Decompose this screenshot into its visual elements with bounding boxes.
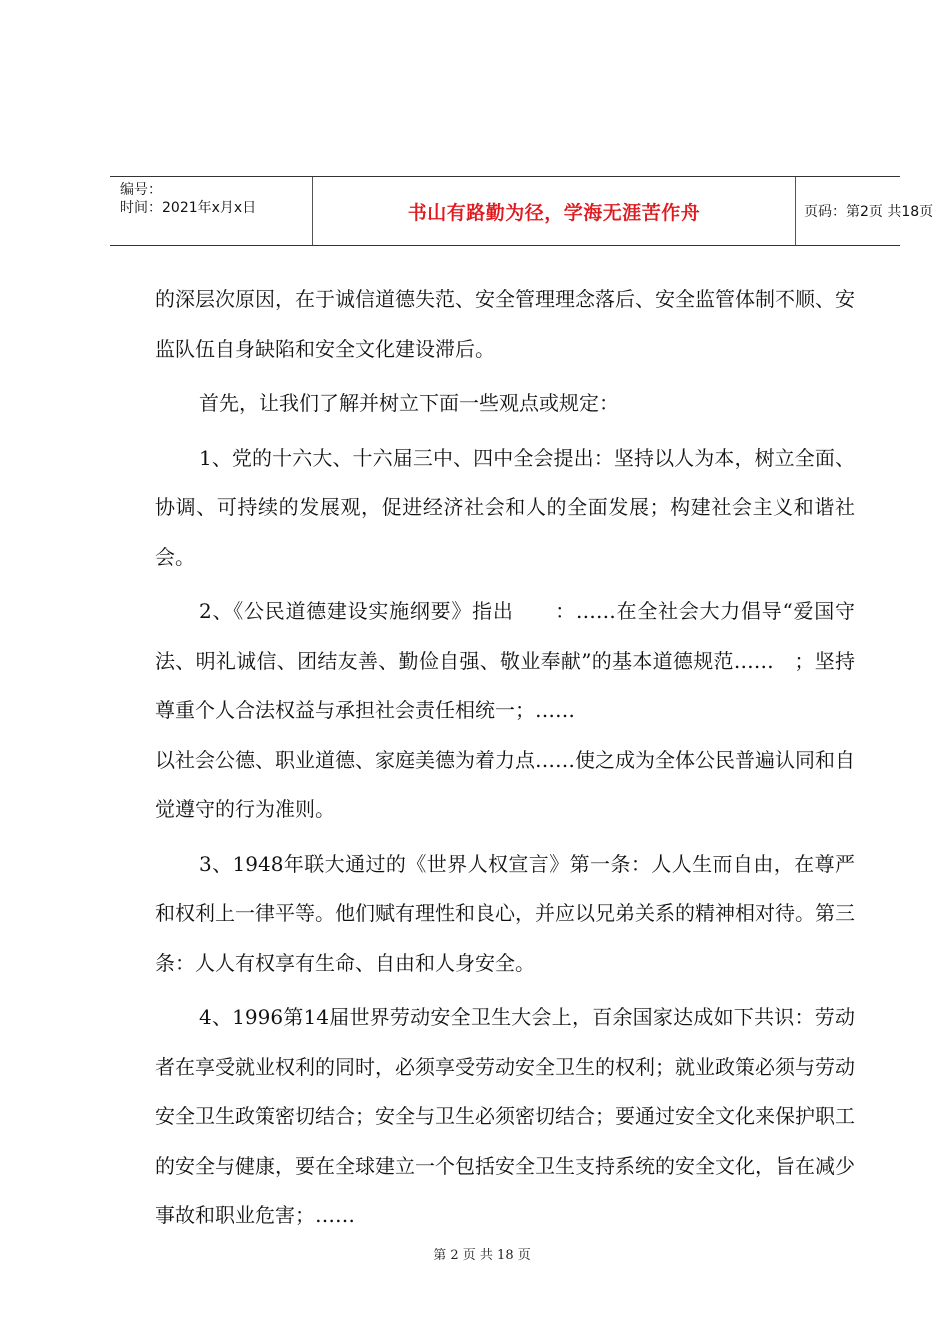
header-left-cell bbox=[110, 177, 312, 245]
header-motto-cell bbox=[312, 177, 796, 245]
paragraph-item-2-continued: 以社会公德、职业道德、家庭美德为着力点……使之成为全体公民普遍认同和自觉遵守的行为准则。 bbox=[155, 747, 855, 821]
footer-page-number: 第 2 页 共 18 页 bbox=[433, 1248, 531, 1263]
time-label: 时间：2021年x月x日 bbox=[120, 200, 257, 216]
page-footer bbox=[0, 1244, 950, 1263]
document-header bbox=[110, 176, 934, 246]
paragraph-item-1: 1、党的十六大、十六届三中、四中全会提出：坚持以人为本，树立全面、协调、可持续的发展观，促进经济社会和人的全面发展；构建社会主义和谐社会。 bbox=[155, 445, 855, 569]
paragraph-item-2: 2、《公民道德建设实施纲要》指出 ：……在全社会大力倡导“爱国守法、明礼诚信、团结友善、勤俭自强、敬业奉献”的基本道德规范…… ；坚持尊重个人合法权益与承担社会责任相统一；…… bbox=[155, 599, 855, 722]
header-right-cell bbox=[794, 177, 934, 245]
paragraph-item-3: 3、1948年联大通过的《世界人权宣言》第一条：人人生而自由，在尊严和权利上一律平等。他们赋有理性和良心，并应以兄弟关系的精神相对待。第三条：人人有权享有生命、自由和人身安全。 bbox=[155, 851, 855, 975]
page-code: 页码：第2页 共18页 bbox=[804, 204, 934, 220]
paragraph-item-4: 4、1996第14届世界劳动安全卫生大会上，百余国家达成如下共识：劳动者在享受就业权利的同时，必须享受劳动安全卫生的权利；就业政策必须与劳动安全卫生政策密切结合；安全与卫生必须密切结合；要通过安全文化来保护职工的安全与健康，要在全球建立一个包括安全卫生支持系统的安全文化，旨在减少事故和职业危害；…… bbox=[155, 1005, 855, 1227]
number-label: 编号： bbox=[120, 182, 162, 198]
header-motto: 书山有路勤为径，学海无涯苦作舟 bbox=[407, 201, 701, 224]
paragraph-continuation: 的深层次原因，在于诚信道德失范、安全管理理念落后、安全监管体制不顺、安监队伍自身缺陷和安全文化建设滞后。 bbox=[155, 287, 855, 361]
paragraph-intro: 首先，让我们了解并树立下面一些观点或规定： bbox=[199, 391, 619, 415]
document-body bbox=[155, 275, 855, 1241]
